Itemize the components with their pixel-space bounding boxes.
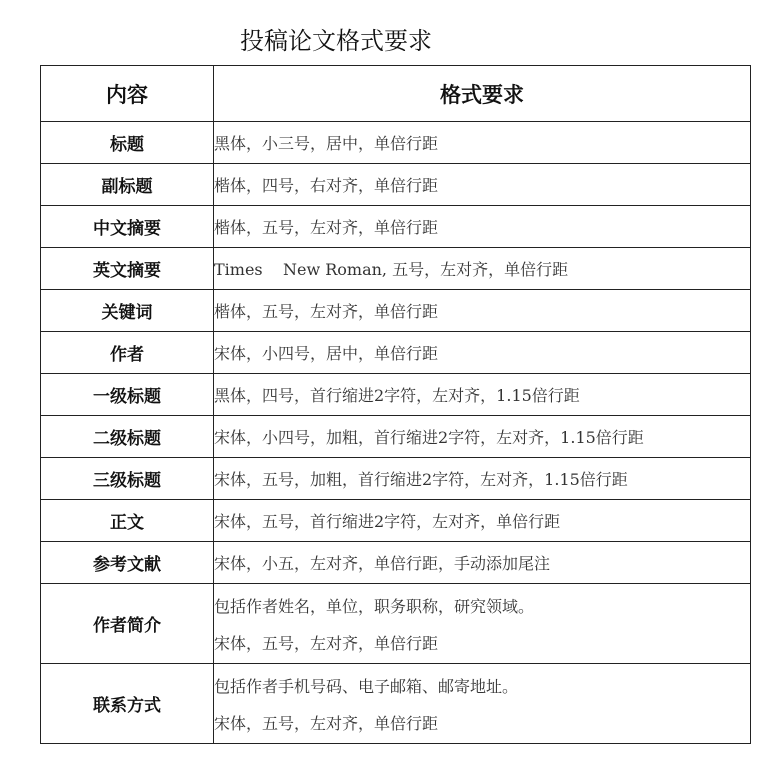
row-item: 三级标题 (41, 458, 214, 500)
row-requirement: 楷体，五号，左对齐，单倍行距 (214, 206, 751, 248)
row-item: 作者 (41, 332, 214, 374)
row-requirement: 楷体，五号，左对齐，单倍行距 (214, 290, 751, 332)
row-requirement: Times New Roman, 五号，左对齐，单倍行距 (214, 248, 751, 290)
row-requirement: 黑体，四号，首行缩进2字符，左对齐，1.15倍行距 (214, 374, 751, 416)
row-item: 英文摘要 (41, 248, 214, 290)
requirement-line: 包括作者姓名，单位，职务职称，研究领域。 (214, 596, 535, 616)
header-content: 内容 (41, 66, 214, 122)
table-row (41, 584, 751, 664)
row-item: 标题 (41, 122, 214, 164)
row-item: 中文摘要 (41, 206, 214, 248)
row-requirement: 宋体，小四号，加粗，首行缩进2字符，左对齐，1.15倍行距 (214, 416, 751, 458)
table-header-row (41, 66, 751, 122)
requirement-line: 包括作者手机号码、电子邮箱、邮寄地址。 (214, 676, 519, 696)
table-row (41, 416, 751, 458)
table-row (41, 206, 751, 248)
row-requirement: 楷体，四号，右对齐，单倍行距 (214, 164, 751, 206)
requirement-line: 宋体，五号，左对齐，单倍行距 (214, 633, 439, 653)
row-item: 副标题 (41, 164, 214, 206)
row-requirement (214, 584, 751, 664)
table-row (41, 458, 751, 500)
table-row (41, 500, 751, 542)
table-row (41, 374, 751, 416)
header-format-requirement: 格式要求 (214, 66, 751, 122)
row-item: 二级标题 (41, 416, 214, 458)
row-item: 联系方式 (41, 664, 214, 744)
table-row (41, 664, 751, 744)
table-row (41, 290, 751, 332)
document-title: 投稿论文格式要求 (240, 27, 432, 55)
row-item: 正文 (41, 500, 214, 542)
row-item: 参考文献 (41, 542, 214, 584)
format-requirements-table (40, 65, 751, 744)
row-requirement: 宋体，五号，首行缩进2字符，左对齐，单倍行距 (214, 500, 751, 542)
row-item: 关键词 (41, 290, 214, 332)
row-requirement (214, 664, 751, 744)
requirement-line: 宋体，五号，左对齐，单倍行距 (214, 713, 439, 733)
row-requirement: 宋体，小五，左对齐，单倍行距，手动添加尾注 (214, 542, 751, 584)
table-row (41, 164, 751, 206)
table-row (41, 248, 751, 290)
row-item: 一级标题 (41, 374, 214, 416)
table-row (41, 542, 751, 584)
table-row (41, 332, 751, 374)
table-row (41, 122, 751, 164)
row-requirement: 黑体，小三号，居中，单倍行距 (214, 122, 751, 164)
row-requirement: 宋体，五号，加粗，首行缩进2字符，左对齐，1.15倍行距 (214, 458, 751, 500)
row-item: 作者简介 (41, 584, 214, 664)
row-requirement: 宋体，小四号，居中，单倍行距 (214, 332, 751, 374)
